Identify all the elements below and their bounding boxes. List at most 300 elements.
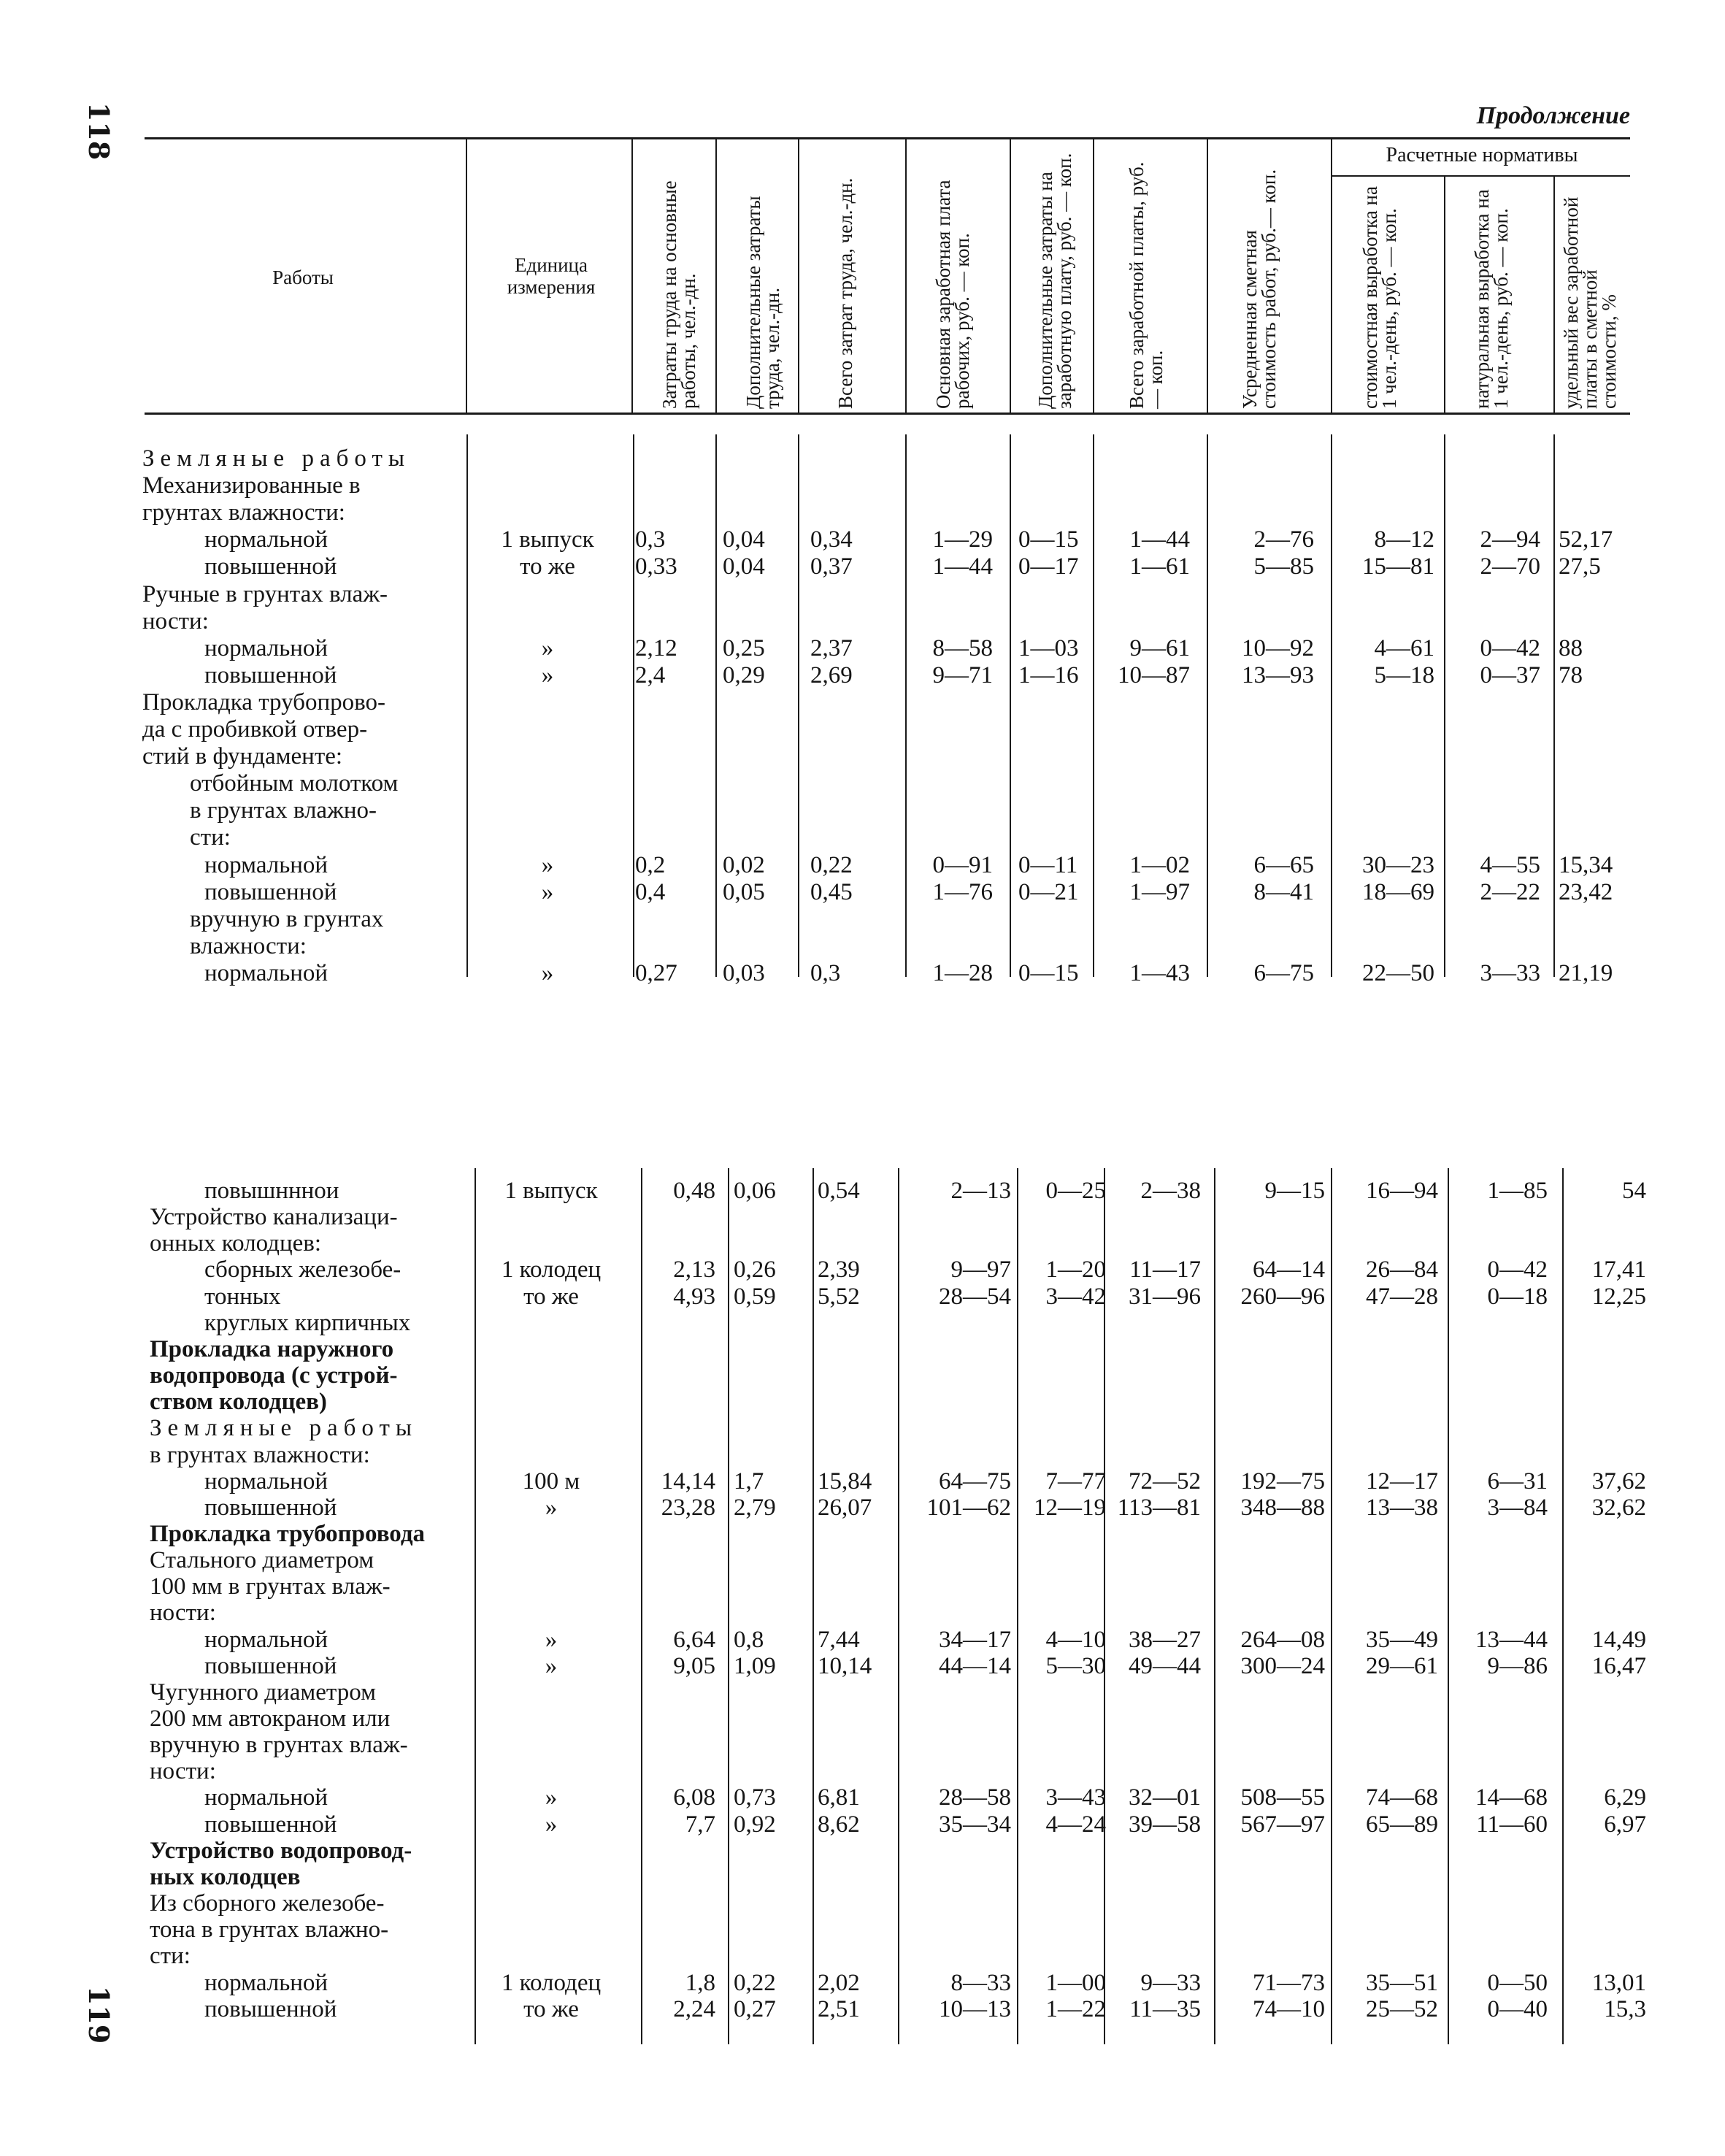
unit-cell: » (545, 1626, 558, 1653)
value-cell: 32,62 (1591, 1494, 1646, 1521)
work-name: сти: (150, 1943, 191, 1970)
value-cell: 10—13 (939, 1995, 1011, 2022)
work-name: Механизированные в (142, 472, 361, 499)
table-row-label (0, 1757, 1725, 1787)
header-wage-main: Основная заработная плата рабочих, руб. — коп. (932, 180, 973, 409)
table-row-label (0, 1546, 1725, 1576)
value-cell: 2,51 (818, 1995, 860, 2022)
value-cell: 2—76 (1253, 526, 1314, 553)
value-cell: 4—10 (1045, 1626, 1106, 1653)
value-cell: 47—28 (1366, 1283, 1438, 1310)
value-cell: 9—71 (932, 661, 993, 688)
value-cell: 8—12 (1374, 526, 1434, 553)
value-cell: 0,29 (723, 661, 765, 688)
value-cell: 1—00 (1045, 1969, 1106, 1996)
value-cell: 65—89 (1366, 1811, 1438, 1838)
table-row-label (0, 770, 1725, 799)
header-unit: Единица измерения (507, 254, 596, 298)
value-cell: 1—02 (1129, 851, 1190, 878)
table-row (0, 878, 1725, 908)
value-cell: 3—33 (1480, 959, 1540, 986)
value-cell: 14—68 (1475, 1784, 1548, 1811)
value-cell: 28—54 (939, 1283, 1011, 1310)
value-cell: 7—77 (1045, 1468, 1106, 1495)
value-cell: 1—20 (1045, 1257, 1106, 1284)
work-name: грунтах влажности: (142, 499, 345, 526)
value-cell: 4—24 (1045, 1811, 1106, 1838)
value-cell: 1—43 (1129, 959, 1190, 986)
value-cell: 12,25 (1591, 1283, 1646, 1310)
table-row-label (0, 1837, 1725, 1866)
table-row-label (0, 1573, 1725, 1602)
work-name: нормальной (204, 1626, 329, 1653)
table-row-label (0, 824, 1725, 853)
value-cell: 0—42 (1480, 634, 1540, 661)
work-name: Чугунного диаметром (150, 1679, 376, 1706)
table-row-label (0, 932, 1725, 962)
unit-cell: » (545, 1784, 558, 1811)
value-cell: 35—51 (1366, 1969, 1438, 1996)
value-cell: 6,81 (818, 1784, 860, 1811)
value-cell: 4,93 (673, 1283, 715, 1310)
value-cell: 64—75 (939, 1468, 1011, 1495)
norms-group-rule (1332, 175, 1630, 177)
work-name: нормальной (204, 1784, 329, 1811)
value-cell: 39—58 (1129, 1811, 1201, 1838)
work-name: Ручные в грунтах влаж- (142, 580, 388, 607)
work-name: отбойным молотком (190, 770, 399, 797)
value-cell: 13,01 (1591, 1969, 1646, 1996)
work-name: Стального диаметром (150, 1547, 374, 1574)
value-cell: 5—85 (1253, 553, 1314, 580)
value-cell: 11—35 (1129, 1995, 1201, 2022)
unit-cell: 1 колодец (501, 1257, 602, 1284)
value-cell: 13—44 (1475, 1626, 1548, 1653)
unit-cell: » (545, 1652, 558, 1679)
value-cell: 5,52 (818, 1283, 860, 1310)
table-row (0, 1494, 1725, 1523)
header-wage-total: Всего заработной платы, руб. — коп. (1126, 161, 1167, 409)
table-row-label (0, 1414, 1725, 1443)
value-cell: 9—61 (1129, 634, 1190, 661)
header-sep (798, 139, 799, 413)
value-cell: 5—30 (1045, 1652, 1106, 1679)
table-row-label (0, 1863, 1725, 1892)
value-cell: 1—16 (1018, 661, 1079, 688)
value-cell: 10—92 (1242, 634, 1314, 661)
value-cell: 264—08 (1240, 1626, 1325, 1653)
value-cell: 26,07 (818, 1494, 872, 1521)
value-cell: 7,7 (685, 1811, 715, 1838)
continuation-label: Продолжение (1476, 102, 1630, 129)
work-name: Устройство канализаци- (150, 1204, 398, 1231)
work-name: ных колодцев (150, 1863, 301, 1890)
value-cell: 8—33 (950, 1969, 1011, 1996)
value-cell: 6,97 (1604, 1811, 1646, 1838)
header-sep (1553, 177, 1555, 413)
header-bottom-rule (145, 413, 1630, 415)
value-cell: 17,41 (1591, 1257, 1646, 1284)
header-labor-extra: Дополнительные затраты труда, чел.-дн. (742, 196, 783, 409)
table-row-label (0, 1599, 1725, 1628)
value-cell: 3—43 (1045, 1784, 1106, 1811)
header-sep (1331, 139, 1332, 413)
table-row (0, 1652, 1725, 1681)
value-cell: 0,26 (734, 1257, 776, 1284)
value-cell: 0—37 (1480, 661, 1540, 688)
value-cell: 16—94 (1366, 1178, 1438, 1204)
value-cell: 22—50 (1362, 959, 1434, 986)
table-row-label (0, 1335, 1725, 1365)
value-cell: 1—44 (1129, 526, 1190, 553)
table-row-label (0, 1731, 1725, 1760)
value-cell: 12—17 (1366, 1468, 1438, 1495)
value-cell: 37,62 (1591, 1468, 1646, 1495)
work-name: влажности: (190, 932, 307, 959)
value-cell: 2,39 (818, 1257, 860, 1284)
value-cell: 1—22 (1045, 1995, 1106, 2022)
value-cell: 1,8 (685, 1969, 715, 1996)
value-cell: 6,29 (1604, 1784, 1646, 1811)
value-cell: 2,13 (673, 1257, 715, 1284)
value-cell: 2,69 (810, 661, 853, 688)
unit-cell: то же (523, 1283, 579, 1310)
unit-cell: » (541, 661, 554, 688)
value-cell: 0,59 (734, 1283, 776, 1310)
unit-cell: 1 выпуск (504, 1178, 598, 1204)
table-row-label (0, 1520, 1725, 1549)
work-name: сборных железобе- (204, 1257, 402, 1284)
unit-cell: » (541, 959, 554, 986)
value-cell: 0—21 (1018, 878, 1079, 905)
value-cell: 26—84 (1366, 1257, 1438, 1284)
value-cell: 28—58 (939, 1784, 1011, 1811)
work-name: Из сборного железобе- (150, 1890, 385, 1917)
value-cell: 7,44 (818, 1626, 860, 1653)
value-cell: 0,34 (810, 526, 853, 553)
value-cell: 300—24 (1240, 1652, 1325, 1679)
work-name: нормальной (204, 526, 329, 553)
table-row-label (0, 607, 1725, 637)
header-labor-total: Всего затрат труда, чел.-дн. (834, 177, 856, 409)
value-cell: 0—15 (1018, 526, 1079, 553)
value-cell: 6—65 (1253, 851, 1314, 878)
header-norm-share: удельный вес заработной платы в сметной стоимости, % (1560, 196, 1620, 409)
value-cell: 2—38 (1140, 1178, 1201, 1204)
value-cell: 2,37 (810, 634, 853, 661)
header-avg-cost: Усредненная сметная стоимость работ, руб.— коп. (1239, 169, 1280, 409)
table-row-label (0, 1441, 1725, 1470)
value-cell: 6,64 (673, 1626, 715, 1653)
value-cell: 0,22 (734, 1969, 776, 1996)
value-cell: 0,03 (723, 959, 765, 986)
value-cell: 64—14 (1253, 1257, 1325, 1284)
work-name: Прокладка трубопрово- (142, 688, 385, 716)
work-name: повышенной (204, 553, 337, 580)
value-cell: 1—76 (932, 878, 993, 905)
value-cell: 2,12 (635, 634, 677, 661)
value-cell: 9,05 (673, 1652, 715, 1679)
header-norms-group: Расчетные нормативы (1386, 144, 1578, 166)
header-sep (905, 139, 907, 413)
work-name: ности: (150, 1600, 216, 1627)
value-cell: 14,14 (661, 1468, 715, 1495)
value-cell: 0,48 (673, 1178, 715, 1204)
work-name: тонных (204, 1283, 281, 1310)
value-cell: 54 (1622, 1178, 1646, 1204)
header-sep (631, 139, 633, 413)
value-cell: 1—44 (932, 553, 993, 580)
table-row (0, 1995, 1725, 2025)
value-cell: 0,02 (723, 851, 765, 878)
work-name: вручную в грунтах влаж- (150, 1732, 408, 1759)
value-cell: 35—49 (1366, 1626, 1438, 1653)
value-cell: 0—40 (1487, 1995, 1548, 2022)
table-row-label (0, 580, 1725, 610)
work-name: повышенной (204, 878, 337, 905)
value-cell: 8,62 (818, 1811, 860, 1838)
value-cell: 0,92 (734, 1811, 776, 1838)
value-cell: 2,24 (673, 1995, 715, 2022)
value-cell: 18—69 (1362, 878, 1434, 905)
value-cell: 29—61 (1366, 1652, 1438, 1679)
value-cell: 4—55 (1480, 851, 1540, 878)
value-cell: 0,73 (734, 1784, 776, 1811)
header-norm-nat: натуральная выработка на 1 чел.-день, руб. — коп. (1471, 189, 1512, 409)
value-cell: 2,02 (818, 1969, 860, 1996)
value-cell: 11—17 (1129, 1257, 1201, 1284)
work-name: нормальной (204, 1468, 329, 1495)
unit-cell: то же (520, 553, 575, 580)
value-cell: 10,14 (818, 1652, 872, 1679)
unit-cell: 100 м (522, 1468, 580, 1495)
value-cell: 30—23 (1362, 851, 1434, 878)
work-name: стий в фундаменте: (142, 743, 343, 770)
table-row (0, 1969, 1725, 1998)
table-row-label (0, 716, 1725, 745)
work-name: да с пробивкой отвер- (142, 716, 368, 743)
value-cell: 0,2 (635, 851, 666, 878)
header-sep (1444, 177, 1445, 413)
work-name: сти: (190, 824, 231, 851)
value-cell: 34—17 (939, 1626, 1011, 1653)
value-cell: 0,45 (810, 878, 853, 905)
value-cell: 0—91 (932, 851, 993, 878)
header-sep (1093, 139, 1094, 413)
value-cell: 0,27 (635, 959, 677, 986)
value-cell: 9—15 (1264, 1178, 1325, 1204)
header-wage-extra: Дополнительные затраты на заработную плату, руб. — коп. (1034, 153, 1075, 409)
work-name: Прокладка трубопровода (150, 1520, 426, 1547)
value-cell: 0,22 (810, 851, 853, 878)
header-norm-cost: стоимостная выработка на 1 чел.-день, руб. — коп. (1359, 186, 1400, 409)
value-cell: 16,47 (1591, 1652, 1646, 1679)
table-row (0, 1626, 1725, 1655)
value-cell: 192—75 (1240, 1468, 1325, 1495)
table-row-label (0, 1388, 1725, 1417)
value-cell: 0,33 (635, 553, 677, 580)
value-cell: 0—50 (1487, 1969, 1548, 1996)
header-sep (466, 139, 467, 413)
table-row (0, 959, 1725, 989)
work-name: в грунтах влажности: (150, 1441, 370, 1468)
unit-cell: то же (523, 1995, 579, 2022)
work-name: Земляные работы (142, 445, 411, 472)
value-cell: 260—96 (1240, 1283, 1325, 1310)
value-cell: 0—18 (1487, 1283, 1548, 1310)
value-cell: 8—41 (1253, 878, 1314, 905)
value-cell: 0,04 (723, 553, 765, 580)
value-cell: 15,3 (1604, 1995, 1646, 2022)
value-cell: 1—28 (932, 959, 993, 986)
unit-cell: » (545, 1494, 558, 1521)
value-cell: 0,3 (635, 526, 666, 553)
table-row (0, 1283, 1725, 1312)
value-cell: 25—52 (1366, 1995, 1438, 2022)
value-cell: 1—61 (1129, 553, 1190, 580)
value-cell: 27,5 (1559, 553, 1601, 580)
work-name: 200 мм автокраном или (150, 1706, 391, 1732)
value-cell: 0,54 (818, 1178, 860, 1204)
table-row-label (0, 472, 1725, 501)
value-cell: 0—25 (1045, 1178, 1106, 1204)
value-cell: 6—75 (1253, 959, 1314, 986)
work-name: тона в грунтах влажно- (150, 1917, 389, 1944)
value-cell: 0—42 (1487, 1257, 1548, 1284)
value-cell: 508—55 (1240, 1784, 1325, 1811)
work-name: ности: (150, 1758, 216, 1785)
value-cell: 1—85 (1487, 1178, 1548, 1204)
value-cell: 2,79 (734, 1494, 776, 1521)
table-row (0, 1811, 1725, 1840)
table-row-label (0, 1916, 1725, 1945)
header-works: Работы (272, 266, 334, 288)
value-cell: 15—81 (1362, 553, 1434, 580)
table-row-label (0, 1705, 1725, 1734)
value-cell: 6,08 (673, 1784, 715, 1811)
value-cell: 1,09 (734, 1652, 776, 1679)
unit-cell: 1 выпуск (501, 526, 594, 553)
value-cell: 15,34 (1559, 851, 1613, 878)
value-cell: 2—13 (950, 1178, 1011, 1204)
value-cell: 31—96 (1129, 1283, 1201, 1310)
work-name: нормальной (204, 1969, 329, 1996)
value-cell: 88 (1559, 634, 1583, 661)
unit-cell: 1 колодец (501, 1969, 602, 1996)
value-cell: 23,42 (1559, 878, 1613, 905)
value-cell: 14,49 (1591, 1626, 1646, 1653)
header-top-rule (145, 137, 1630, 139)
value-cell: 0—15 (1018, 959, 1079, 986)
value-cell: 5—18 (1374, 661, 1434, 688)
header-labor-main: Затраты труда на основные работы, чел.-дн. (658, 180, 699, 409)
value-cell: 0,04 (723, 526, 765, 553)
table-row (0, 634, 1725, 664)
value-cell: 3—42 (1045, 1283, 1106, 1310)
work-name: ством колодцев) (150, 1389, 327, 1416)
header-sep (715, 139, 717, 413)
table-row-label (0, 1229, 1725, 1259)
work-name: повышенной (204, 1995, 337, 2022)
value-cell: 15,84 (818, 1468, 872, 1495)
value-cell: 0,27 (734, 1995, 776, 2022)
work-name: нормальной (204, 851, 329, 878)
value-cell: 49—44 (1129, 1652, 1201, 1679)
work-name: повышенной (204, 1652, 337, 1679)
value-cell: 52,17 (1559, 526, 1613, 553)
table-row-label (0, 445, 1725, 474)
work-name: повышнннои (204, 1178, 339, 1204)
value-cell: 8—58 (932, 634, 993, 661)
value-cell: 3—84 (1487, 1494, 1548, 1521)
table-row (0, 1468, 1725, 1497)
value-cell: 38—27 (1129, 1626, 1201, 1653)
value-cell: 6—31 (1487, 1468, 1548, 1495)
work-name: повышенной (204, 661, 337, 688)
header-sep (1207, 139, 1208, 413)
value-cell: 2,4 (635, 661, 666, 688)
value-cell: 9—97 (950, 1257, 1011, 1284)
value-cell: 0,06 (734, 1178, 776, 1204)
value-cell: 2—70 (1480, 553, 1540, 580)
value-cell: 0,37 (810, 553, 853, 580)
work-name: водопровода (с устрой- (150, 1362, 398, 1389)
table-row-label (0, 1362, 1725, 1391)
table-row-label (0, 797, 1725, 826)
table-row (0, 1784, 1725, 1813)
table-row-label (0, 1309, 1725, 1338)
value-cell: 1—03 (1018, 634, 1079, 661)
page-number-left: 118 (82, 102, 115, 161)
value-cell: 101—62 (926, 1494, 1011, 1521)
value-cell: 78 (1559, 661, 1583, 688)
value-cell: 0,05 (723, 878, 765, 905)
value-cell: 9—33 (1140, 1969, 1201, 1996)
work-name: вручную в грунтах (190, 905, 384, 932)
table-row-label (0, 1890, 1725, 1919)
value-cell: 21,19 (1559, 959, 1613, 986)
table-row (0, 851, 1725, 881)
page-number-right: 119 (82, 1986, 115, 2044)
value-cell: 32—01 (1129, 1784, 1201, 1811)
table-row (0, 526, 1725, 555)
table-row (0, 553, 1725, 582)
table-row-label (0, 743, 1725, 772)
value-cell: 2—94 (1480, 526, 1540, 553)
work-name: онных колодцев: (150, 1230, 322, 1257)
work-name: нормальной (204, 634, 329, 661)
work-name: Устройство водопровод- (150, 1837, 412, 1864)
table-row (0, 1177, 1725, 1206)
value-cell: 13—38 (1366, 1494, 1438, 1521)
value-cell: 0—11 (1018, 851, 1078, 878)
table-row-label (0, 905, 1725, 935)
unit-cell: » (545, 1811, 558, 1838)
value-cell: 23,28 (661, 1494, 715, 1521)
value-cell: 44—14 (939, 1652, 1011, 1679)
value-cell: 4—61 (1374, 634, 1434, 661)
unit-cell: » (541, 634, 554, 661)
work-name: повышенной (204, 1494, 337, 1521)
table-row-label (0, 499, 1725, 528)
value-cell: 9—86 (1487, 1652, 1548, 1679)
work-name: Земляные работы (150, 1415, 418, 1442)
work-name: 100 мм в грунтах влаж- (150, 1573, 391, 1600)
value-cell: 72—52 (1129, 1468, 1201, 1495)
table-row (0, 1256, 1725, 1285)
value-cell: 10—87 (1118, 661, 1190, 688)
table-row-label (0, 688, 1725, 718)
